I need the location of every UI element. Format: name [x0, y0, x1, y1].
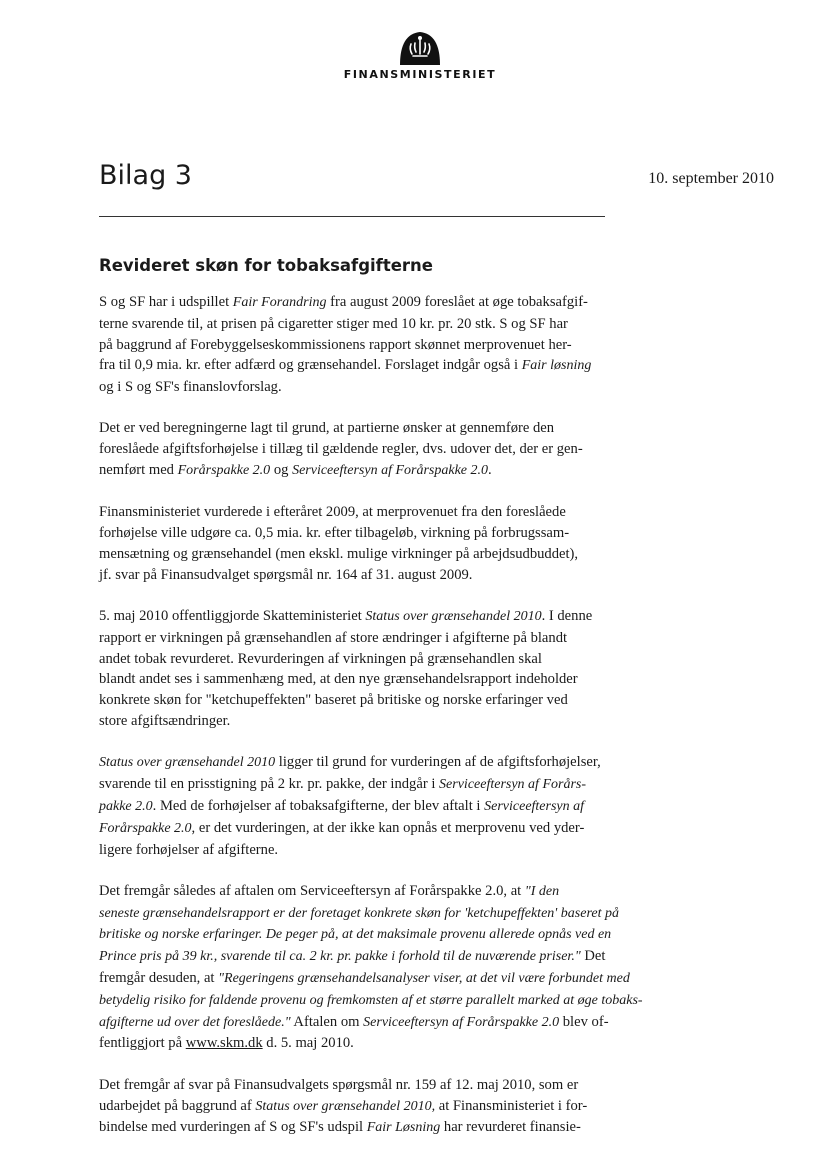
text-run: og — [270, 462, 293, 479]
italic-quote: "Regeringens grænsehandelsanalyser viser, at det vil være forbundet med — [218, 971, 630, 987]
italic-quote: seneste grænsehandelsrapport er der foretaget konkrete skøn for 'ketchupeffekten' baseret på — [99, 905, 619, 921]
title-divider — [99, 216, 605, 217]
text-line — [99, 1012, 639, 1034]
italic-quote: afgifterne ud over det foreslåede." — [99, 1014, 291, 1030]
text-line: jf. svar på Finansudvalget spørgsmål nr. 164 af 31. august 2009. — [99, 566, 473, 583]
text-line — [99, 990, 643, 1012]
text-run: . I denne — [541, 608, 593, 625]
body-text — [99, 292, 643, 1160]
text-run: 5. maj 2010 offentliggjorde Skatteministeriet — [99, 608, 366, 625]
text-run: Det fremgår således af aftalen om Serviceeftersyn af Forårspakke 2.0, at — [99, 882, 525, 899]
text-line — [99, 796, 639, 818]
text-line: andet tobak revurderet. Revurderingen af virkningen på grænsehandlen skal — [99, 650, 542, 667]
italic-title: Serviceeftersyn af Forårs- — [439, 777, 587, 793]
text-line — [99, 881, 639, 903]
text-line — [99, 903, 639, 925]
text-run: blev of- — [559, 1013, 609, 1030]
text-line: blandt andet ses i sammenhæng med, at den nye grænsehandelsrapport indeholder — [99, 671, 578, 688]
text-run: , er det vurderingen, at der ikke kan opnås et merprovenu ved yder- — [191, 819, 585, 836]
text-line — [99, 1117, 639, 1139]
crown-emblem-icon — [397, 28, 443, 66]
paragraph-6 — [99, 881, 643, 1054]
text-line: terne svarende til, at prisen på cigaretter stiger med 10 kr. pr. 20 stk. S og SF har — [99, 315, 568, 332]
text-line — [99, 818, 639, 840]
document-title: Bilag 3 — [99, 160, 192, 191]
text-run: udarbejdet på baggrund af — [99, 1097, 256, 1114]
ministry-logo — [320, 28, 520, 81]
paragraph-2 — [99, 418, 639, 481]
text-run: Aftalen om — [290, 1013, 364, 1030]
text-line: store afgiftsændringer. — [99, 713, 231, 730]
text-run: nemført med — [99, 462, 178, 479]
text-line: konkrete skøn for "ketchupeffekten" baseret på britiske og norske erfaringer ved — [99, 692, 568, 709]
document-date: 10. september 2010 — [648, 170, 774, 187]
text-run: d. 5. maj 2010. — [262, 1035, 354, 1052]
paragraph-5 — [99, 752, 639, 860]
italic-title: Status over grænsehandel 2010, — [255, 1098, 436, 1114]
text-line — [99, 968, 639, 990]
text-line — [99, 1033, 639, 1054]
section-heading: Revideret skøn for tobaksafgifterne — [99, 256, 433, 275]
text-line — [99, 1096, 639, 1118]
italic-title: Status over grænsehandel 2010 — [99, 755, 276, 771]
logo-wordmark: FINANSMINISTERIET — [343, 68, 497, 81]
italic-title: Status over grænsehandel 2010 — [365, 609, 542, 625]
italic-title: Fair Løsning — [366, 1120, 441, 1136]
text-line: og i S og SF's finanslovforslag. — [99, 379, 282, 396]
text-run: fra august 2009 foreslået at øge tobaksafgif- — [326, 294, 588, 310]
text-run: fra til 0,9 mia. kr. efter adfærd og grænsehandel. Forslaget indgår også i — [99, 357, 522, 374]
italic-quote: britiske og norske erfaringer. De peger på, at det maksimale provenu allerede opnås ved en — [99, 927, 612, 943]
italic-title: Fair løsning — [521, 358, 592, 374]
italic-quote: "I den — [524, 883, 560, 899]
text-run: fremgår desuden, at — [99, 970, 219, 987]
text-line: mensætning og grænsehandel (men ekskl. mulige virkninger på arbejdsudbuddet), — [99, 545, 579, 562]
text-run: Det — [580, 948, 606, 965]
italic-title: Forårspakke 2.0 — [177, 463, 271, 479]
text-run: fentliggjort på — [99, 1035, 186, 1052]
text-line: Det er ved beregningerne lagt til grund, at partierne ønsker at gennemføre den — [99, 420, 555, 437]
text-line: Det fremgår af svar på Finansudvalgets spørgsmål nr. 159 af 12. maj 2010, som er — [99, 1076, 579, 1093]
text-line: forhøjelse ville udgøre ca. 0,5 mia. kr. efter tilbageløb, virkning på forbrugssam- — [99, 525, 570, 542]
text-run: ligger til grund for vurderingen af de afgiftsforhøjelser, — [275, 754, 601, 771]
text-run: svarende til en prisstigning på 2 kr. pr. pakke, der indgår i — [99, 776, 440, 793]
italic-title: Serviceeftersyn af Forårspakke 2.0 — [292, 463, 489, 479]
italic-quote: betydelig risiko for faldende provenu og fremkomsten af et større parallelt marked at øge tobaks- — [99, 992, 643, 1008]
text-line: på baggrund af Forebyggelseskommissionens rapport skønnet merprovenuet her- — [99, 336, 572, 353]
text-line — [99, 460, 639, 482]
text-run: . Med de forhøjelser af tobaksafgifterne, der blev aftalt i — [152, 797, 485, 814]
text-line: rapport er virkningen på grænsehandlen af store ændringer i afgifterne på blandt — [99, 629, 568, 646]
text-run: bindelse med vurderingen af S og SF's udspil — [99, 1119, 367, 1136]
text-line — [99, 606, 639, 628]
text-line — [99, 924, 639, 946]
italic-title: Serviceeftersyn af Forårspakke 2.0 — [363, 1014, 560, 1030]
text-line: foreslåede afgiftsforhøjelse i tillæg til gældende regler, dvs. udover det, der er gen- — [99, 441, 583, 458]
paragraph-7 — [99, 1075, 639, 1139]
text-run: . — [488, 462, 492, 479]
text-run: S og SF har i udspillet — [99, 294, 233, 310]
italic-title: Forårspakke 2.0 — [99, 820, 192, 836]
text-run: har revurderet finansie- — [440, 1119, 581, 1136]
text-line — [99, 946, 639, 968]
italic-quote: Prince pris på 39 kr., svarende til ca. 2 kr. pr. pakke i forhold til de nuværende priser." — [99, 949, 581, 965]
text-line — [99, 355, 639, 377]
text-line: Finansministeriet vurderede i efteråret 2009, at merprovenuet fra den foreslåede — [99, 504, 566, 521]
paragraph-4 — [99, 606, 639, 732]
text-line — [99, 774, 639, 796]
text-run: at Finansministeriet i for- — [435, 1097, 588, 1114]
text-line — [99, 752, 639, 774]
text-line: ligere forhøjelser af afgifterne. — [99, 841, 279, 858]
skm-link[interactable]: www.skm.dk — [185, 1035, 263, 1052]
italic-title: Fair Forandring — [232, 295, 327, 310]
italic-title: pakke 2.0 — [99, 798, 153, 814]
text-line — [99, 292, 639, 314]
paragraph-3 — [99, 502, 639, 585]
paragraph-1 — [99, 292, 639, 398]
italic-title: Serviceeftersyn af — [484, 798, 585, 814]
